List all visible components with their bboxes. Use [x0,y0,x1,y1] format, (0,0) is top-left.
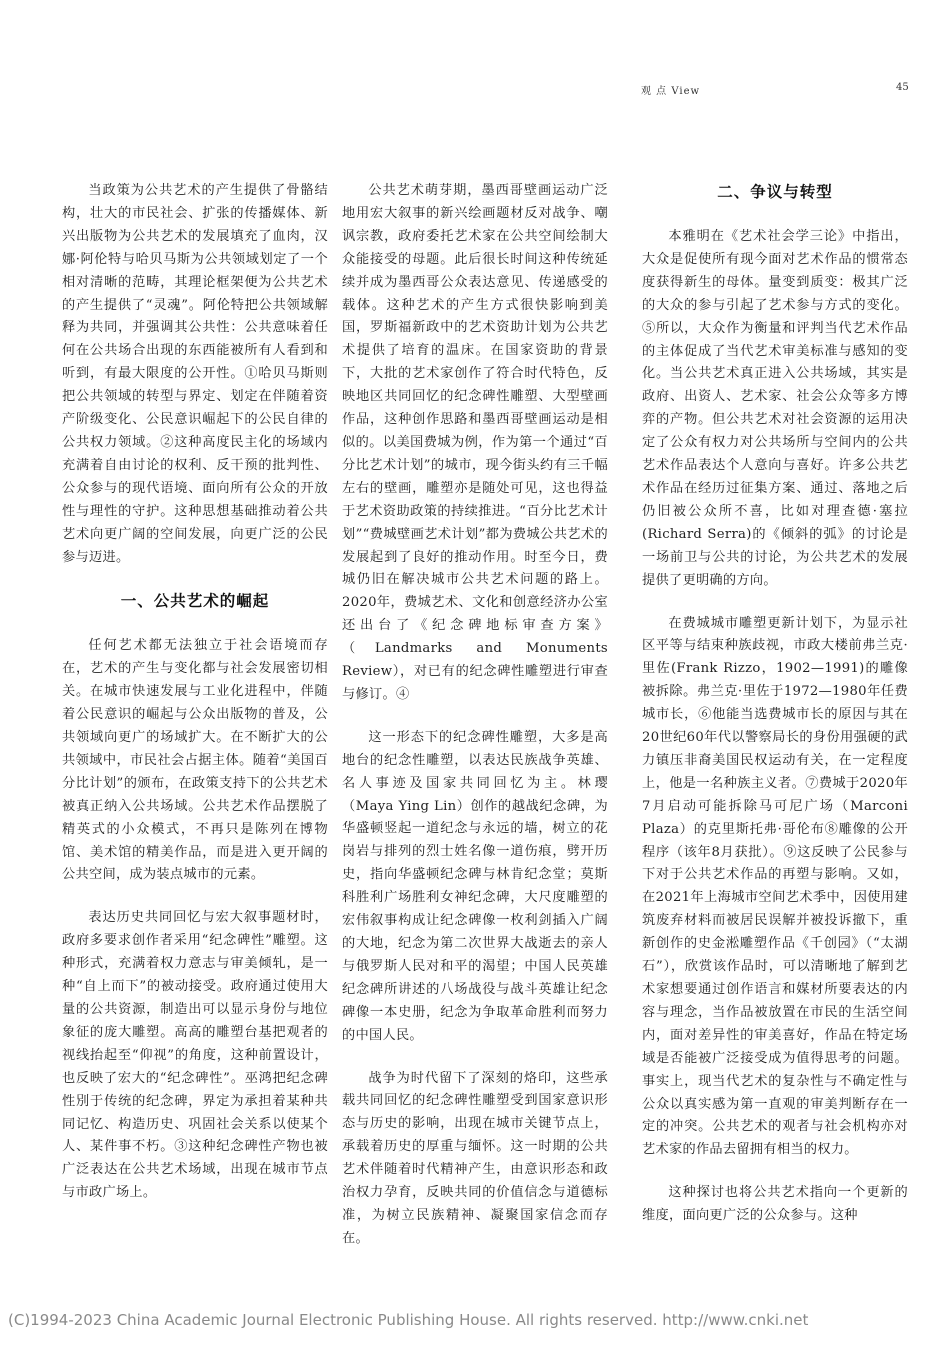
section-heading-2: 二、争议与转型 [717,183,833,201]
paragraph: 当政策为公共艺术的产生提供了骨骼结构，壮大的市民社会、扩张的传播媒体、新兴出版物为公共艺术的发展填充了血肉，汉娜·阿伦特与哈贝马斯为公共领域划定了一个相对清晰的范畴，其理论框架便为公共艺术的产生提供了“灵魂”。阿伦特把公共领域解释为共同，并强调其公共性：公共意味着任何在公共场合出现的东西能被所有人看到和听到，有最大限度的公开性。①哈贝马斯则把公共领域的转型与界定、划定在伴随着资产阶级变化、公民意识崛起下的公民自律的公共权力领域。②这种高度民主化的场域内充满着自由讨论的权利、反干预的批判性、公众参与的现代语境、面向所有公众的开放性与理性的守护。这种思想基础推动着公共艺术向更广阔的空间发展，向更广泛的公民参与迈进。 [62,183,328,565]
paragraph: 战争为时代留下了深刻的烙印，这些承载共同回忆的纪念碑性雕塑受到国家意识形态与历史的影响，出现在城市关键节点上，承载着历史的厚重与缅怀。这一时期的公共艺术伴随着时代精神产生，由意识形态和政治权力孕育，反映共同的价值信念与道德标准，为树立民族精神、凝聚国家信念而存在。 [342,1070,608,1246]
copyright-footer: (C)1994-2023 China Academic Journal Electronic Publishing House. All rights reserved. http://www.cnki.net [8,1311,809,1329]
paragraph: 公共艺术萌芽期，墨西哥壁画运动广泛地用宏大叙事的新兴绘画题材反对战争、嘲讽宗教，政府委托艺术家在公共空间绘制大众能接受的母题。此后很长时间这种传统延续并成为墨西哥公众表达意见、传递感受的载体。这种艺术的产生方式很快影响到美国，罗斯福新政中的艺术资助计划为公共艺术提供了培育的温床。在国家资助的背景下，大批的艺术家创作了符合时代特色，反映地区共同回忆的纪念碑性雕塑、大型壁画作品，这种创作思路和墨西哥壁画运动是相似的。以美国费城为例，作为第一个通过“百分比艺术计划”的城市，现今街头约有三千幅左右的壁画，雕塑亦是随处可见，这也得益于艺术资助政策的持续推进。“百分比艺术计划”“费城壁画艺术计划”都为费城公共艺术的发展起到了良好的推动作用。时至今日，费城仍旧在解决城市公共艺术问题的路上。2020年，费城艺术、文化和创意经济办公室还出台了《纪念碑地标审查方案》（Landmarks and Monuments Review），对已有的纪念碑性雕塑进行审查与修订。④ [342,183,608,702]
column-left [62,180,328,1225]
section-heading-1: 一、公共艺术的崛起 [120,592,270,611]
running-header-section: 观 点 View [641,86,701,97]
paragraph: 在费城城市雕塑更新计划下，为显示社区平等与结束种族歧视，市政大楼前弗兰克·里佐(Frank Rizzo，1902—1991)的雕像被拆除。弗兰克·里佐于1972—1980年任费城市长，⑥他能当选费城市长的原因与其在20世纪60年代以警察局长的身份用强硬的武力镇压非裔美国民权运动有关，在一定程度上，他是一名种族主义者。⑦费城于2020年7月启动可能拆除马可尼广场（Marconi Plaza）的克里斯托弗·哥伦布⑧雕像的公开程序（该年8月获批）。⑨这反映了公民参与下对于公共艺术作品的再塑与影响。又如，在2021年上海城市空间艺术季中，因使用建筑废弃材料而被居民误解并被投诉撤下，重新创作的史金淞雕塑作品《千创园》（“太湖石”），欣赏该作品时，可以清晰地了解到艺术家想要通过创作语言和媒材所要表达的内容与理念，当作品被放置在市民的生活空间内，面对差异性的审美喜好，作品在特定场域是否能被广泛接受成为值得思考的问题。事实上，现当代艺术的复杂性与不确定性与公众以真实感为第一直观的审美判断存在一定的冲突。公共艺术的观者与社会机构亦对艺术家的作品去留拥有相当的权力。 [642,615,908,1158]
column-middle [342,180,608,1271]
paragraph: 这一形态下的纪念碑性雕塑，大多是高地台的纪念性雕塑，以表达民族战争英雄、名人事迹及国家共同回忆为主。林璎（Maya Ying Lin）创作的越战纪念碑，为华盛顿竖起一道纪念与永远的墙，树立的花岗岩与排列的烈士姓名像一道伤痕，劈开历史，指向华盛顿纪念碑与林肯纪念堂；莫斯科胜利广场胜利女神纪念碑，大尺度雕塑的宏伟叙事构成让纪念碑像一枚利剑插入广阔的大地，纪念为第二次世界大战逝去的亲人与俄罗斯人民对和平的渴望；中国人民英雄纪念碑所讲述的八场战役与战斗英雄让纪念碑像一本史册，纪念为争取革命胜利而努力的中国人民。 [342,729,608,1043]
paragraph: 表达历史共同回忆与宏大叙事题材时，政府多要求创作者采用“纪念碑性”雕塑。这种形式，充满着权力意志与审美倾轧，是一种“自上而下”的被动接受。政府通过使用大量的公共资源，制造出可以显示身份与地位象征的庞大雕塑。高高的雕塑台基把观者的视线抬起至“仰视”的角度，这种前置设计，也反映了宏大的“纪念碑性”。巫鸿把纪念碑性別于传统的纪念碑，界定为承担着某种共同记忆、构造历史、巩固社会关系以使某个人、某件事不朽。③这种纪念碑性产物也被广泛表达在公共艺术场域，出现在城市节点与市政广场上。 [62,910,328,1201]
paragraph: 本雅明在《艺术社会学三论》中指出，大众是促使所有现今面对艺术作品的惯常态度获得新生的母体。量变到质变：极其广泛的大众的参与引起了艺术参与方式的变化。⑤所以，大众作为衡量和评判当代艺术作品的主体促成了当代艺术审美标准与感知的变化。当公共艺术真正进入公共场域，其实是政府、出资人、艺术家、社会公众等多方博弈的产物。但公共艺术对社会资源的运用决定了公众有权力对公共场所与空间内的公共艺术作品表达个人意向与喜好。许多公共艺术作品在经历过征集方案、通过、落地之后仍旧被公众所不喜，比如对理查德·塞拉(Richard Serra)的《倾斜的弧》的讨论是一场前卫与公共的讨论，为公共艺术的发展提供了更明确的方向。 [642,229,908,588]
paragraph: 这种探讨也将公共艺术指向一个更新的维度，面向更广泛的公众参与。这种 [642,1185,908,1224]
column-right [642,180,908,1248]
page-number: 45 [896,82,909,93]
paragraph: 任何艺术都无法独立于社会语境而存在，艺术的产生与变化都与社会发展密切相关。在城市快速发展与工业化进程中，伴随着公民意识的崛起与公众出版物的普及，公共领域向更广的场域扩大。在不断扩大的公共领域中，市民社会占据主体。随着“美国百分比计划”的颁布，在政策支持下的公共艺术被真正纳入公共场域。公共艺术作品摆脱了精英式的小众模式，不再只是陈列在博物馆、美术馆的精美作品，而是进入更开阔的公共空间，成为装点城市的元素。 [62,638,328,883]
